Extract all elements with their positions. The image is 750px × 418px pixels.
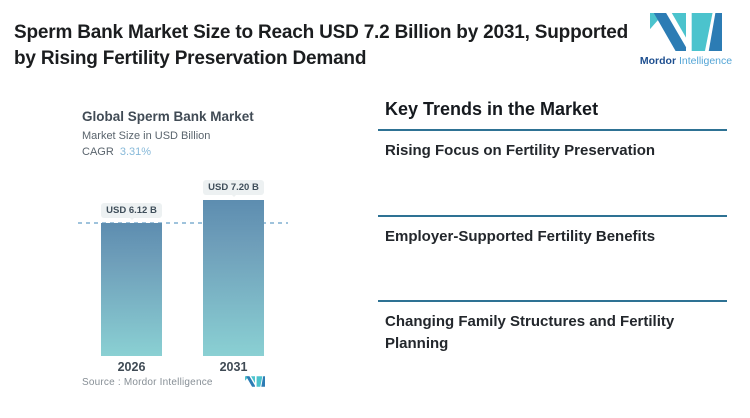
x-axis-label-2031: 2031 [219,360,248,374]
chart-title: Global Sperm Bank Market [82,109,254,124]
divider [378,300,727,302]
value-label-2031: USD 7.20 B [203,180,264,195]
mordor-logo-icon [650,13,722,51]
divider [378,215,727,217]
chart-subtitle: Market Size in USD Billion [82,130,211,142]
page-title-line1: Sperm Bank Market Size to Reach USD 7.2 Billion by 2031, Supported [14,22,628,43]
trend-item-3: Changing Family Structures and Fertility Planning [385,313,675,352]
bar-2031 [203,200,264,356]
chart-cagr [82,146,151,158]
trend-item-1: Rising Focus on Fertility Preservation [385,142,656,159]
cagr-label: CAGR [82,146,114,158]
brand-name-primary: Mordor [639,55,677,67]
trend-item-2: Employer-Supported Fertility Benefits [385,228,656,245]
source-note: Source : Mordor Intelligence [82,377,213,388]
brand-name [631,55,741,67]
brand-name-secondary: Intelligence [678,55,733,67]
bar-column-2026 [101,203,162,356]
page-title [14,20,654,72]
value-label-2026: USD 6.12 B [101,203,162,218]
trends-heading: Key Trends in the Market [385,99,599,119]
bar-column-2031 [203,180,264,356]
bar-2026 [101,223,162,356]
page-title-line2: by Rising Fertility Preservation Demand [14,48,367,69]
divider [378,129,727,131]
mordor-logo-small-icon [245,376,265,387]
cagr-value: 3.31% [119,146,152,158]
x-axis-label-2026: 2026 [117,360,146,374]
brand-logo [631,13,741,67]
